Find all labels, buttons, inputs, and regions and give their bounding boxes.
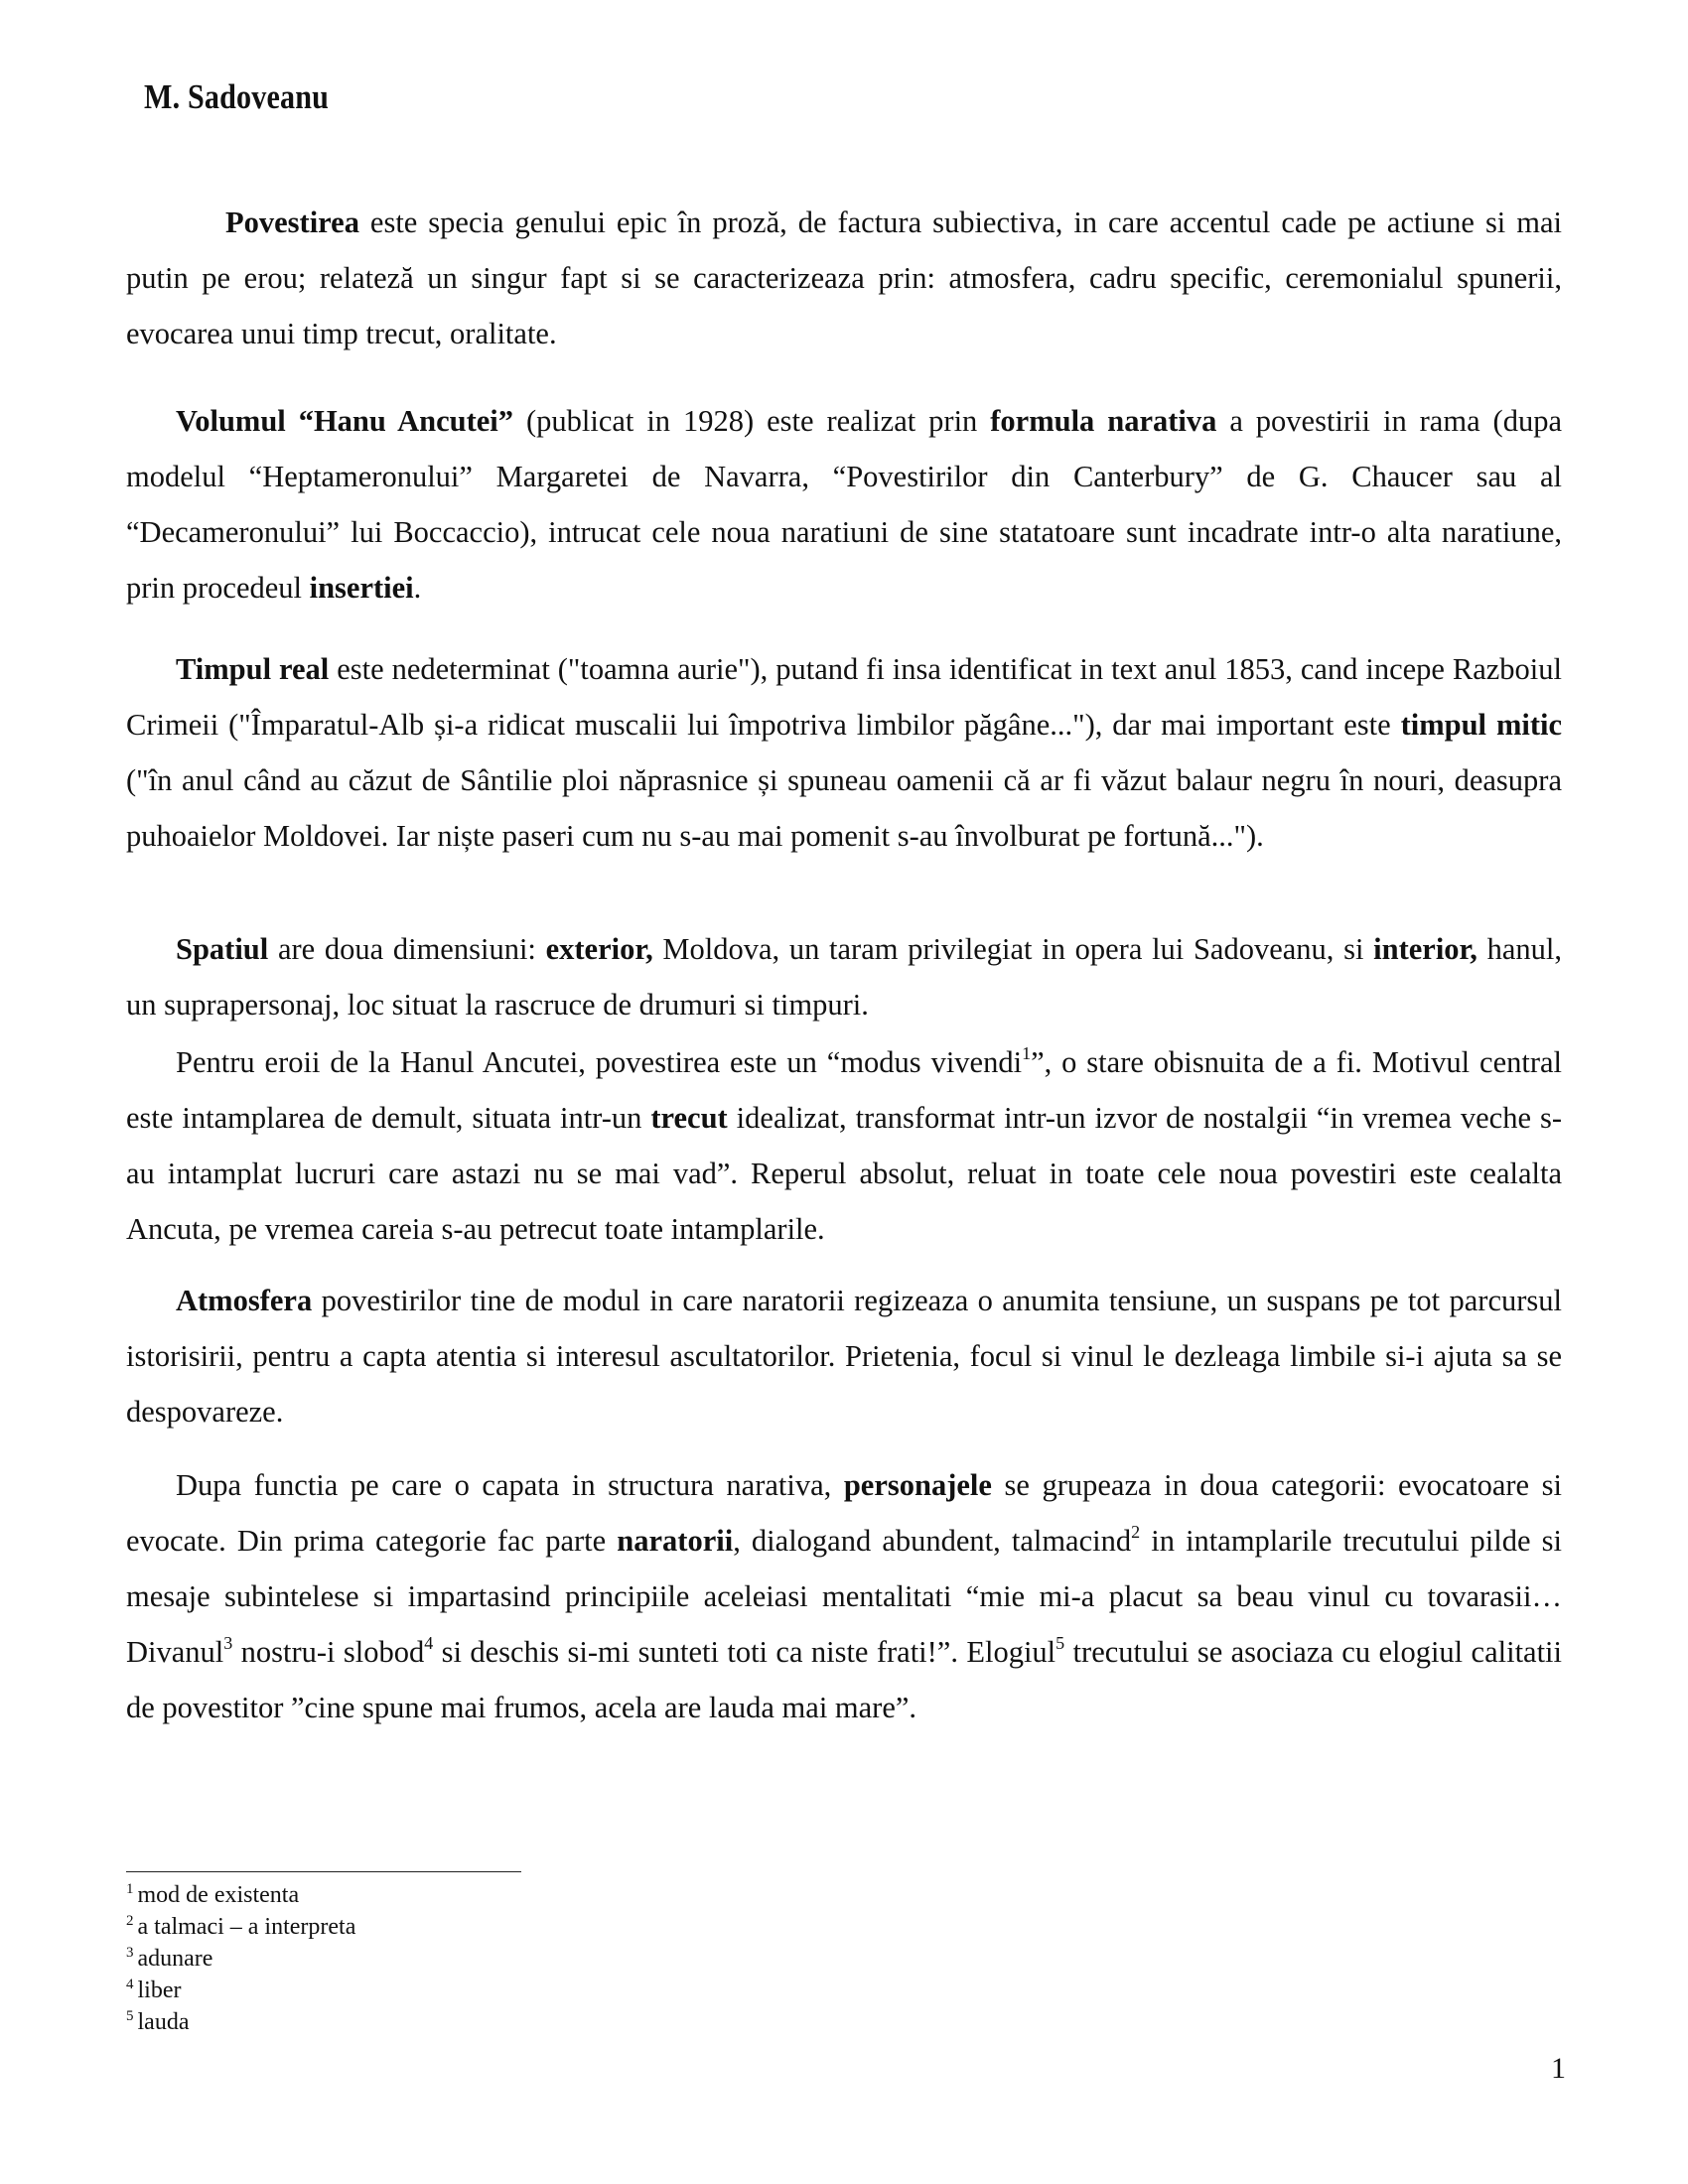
paragraph-text: trecutului se asociaza cu elogiul calitatii de povestitor ”cine spune mai frumos, acela are lauda mai mare”. [126, 1635, 1562, 1724]
paragraph-text: . [413, 571, 422, 605]
paragraph-timpul [126, 641, 1562, 864]
bold-term: exterior, [545, 932, 653, 966]
paragraph-text: in intamplarile trecutului pilde si mesaje subintelese si impartasind principiile aceleiasi mentalitati “mie mi-a placut sa beau vinul cu tovarasii… Divanul [126, 1524, 1562, 1669]
paragraph-text: ”, o stare obisnuita de a fi. Motivul central este intamplarea de demult, situata intr-un [126, 1045, 1563, 1135]
paragraph-povestirea [126, 195, 1562, 361]
paragraph-text: nostru-i slobod [232, 1635, 425, 1669]
author-title: M. Sadoveanu [144, 77, 330, 116]
footnote-number: 2 [126, 1913, 134, 1929]
footnote-number: 5 [126, 2008, 134, 2024]
footnote-number: 4 [126, 1977, 134, 1992]
footnote-5 [126, 2006, 189, 2038]
paragraph-atmosfera [126, 1273, 1562, 1439]
footnote-separator [126, 1871, 521, 1872]
footnote-text: a talmaci – a interpreta [137, 1914, 356, 1940]
paragraph-text: idealizat, transformat intr-un izvor de nostalgii “in vremea veche s-au intamplat lucruri care astazi nu se mai vad”. Reperul absolut, reluat in toate cele noua povestiri este cealalta Ancuta, pe vremea careia s-au petrecut toate intamplarile. [126, 1101, 1562, 1246]
paragraph-text: a povestirii in rama (dupa modelul “Heptameronului” Margaretei de Navarra, “Povestirilor din Canterbury” de G. Chaucer sau al “Decameronului” lui Boccaccio), intrucat cele noua naratiuni de sine statatoare sunt incadrate intr-o alta naratiune, prin procedeul [126, 404, 1562, 605]
paragraph-text: ("în anul când au căzut de Sântilie ploi năprasnice și spuneau oamenii că ar fi văzut balaur negru în nouri, deasupra puhoaielor Moldovei. Iar niște paseri cum nu s-au mai pomenit s-au învolburat pe fortună..."). [126, 763, 1562, 853]
footnote-2 [126, 1911, 355, 1943]
paragraph-text: hanul, un suprapersonaj, loc situat la rascruce de drumuri si timpuri. [126, 932, 1563, 1022]
paragraph-text: , dialogand abundent, talmacind [733, 1524, 1132, 1558]
footnote-number: 1 [126, 1881, 134, 1897]
footnote-text: lauda [137, 2009, 190, 2035]
footnote-number: 3 [126, 1945, 134, 1961]
paragraph-text: Pentru eroii de la Hanul Ancutei, povestirea este un “modus vivendi [176, 1045, 1023, 1079]
paragraph-spatiul [126, 921, 1562, 1032]
page-number: 1 [1551, 2052, 1566, 2085]
bold-term: Timpul real [176, 652, 330, 686]
paragraph-text: si deschis si-mi sunteti toti ca niste frati!”. Elogiul [433, 1635, 1056, 1669]
bold-term: Volumul “Hanu Ancutei” [176, 404, 514, 438]
paragraph-text: Dupa functia pe care o capata in structura narativa, [176, 1468, 844, 1502]
bold-term: Atmosfera [176, 1284, 313, 1317]
bold-term: naratorii [617, 1524, 734, 1558]
footnote-text: mod de existenta [137, 1882, 300, 1908]
footnote-ref-1[interactable]: 1 [1022, 1042, 1032, 1063]
bold-term: formula narativa [990, 404, 1217, 438]
paragraph-volumul [126, 393, 1562, 615]
paragraph-text: este specia genului epic în proză, de factura subiectiva, in care accentul cade pe actiune si mai putin pe erou; relateză un singur fapt si se caracterizeaza prin: atmosfera, cadru specific, ceremonialul spunerii, evocarea unui timp trecut, oralitate. [126, 205, 1562, 350]
bold-term: Povestirea [225, 205, 359, 239]
footnote-text: adunare [137, 1946, 213, 1972]
bold-term: insertiei [309, 571, 414, 605]
bold-term: personajele [843, 1468, 992, 1502]
footnote-ref-4[interactable]: 4 [424, 1632, 434, 1653]
footnote-ref-2[interactable]: 2 [1131, 1521, 1141, 1542]
paragraph-text: are doua dimensiuni: [268, 932, 546, 966]
footnote-3 [126, 1943, 212, 1975]
paragraph-text: este nedeterminat ("toamna aurie"), putand fi insa identificat in text anul 1853, cand incepe Razboiul Crimeii ("Împaratul-Alb și-a ridicat muscalii lui împotriva limbilor păgâne..."), dar mai important este [126, 652, 1563, 742]
paragraph-text: povestirilor tine de modul in care naratorii regizeaza o anumita tensiune, un suspans pe tot parcursul istorisirii, pentru a capta atentia si interesul ascultatorilor. Prietenia, focul si vinul le dezleaga limbile si-i ajuta sa se despovareze. [126, 1284, 1562, 1429]
paragraph-text: (publicat in 1928) este realizat prin [513, 404, 991, 438]
footnote-1 [126, 1879, 299, 1911]
footnote-ref-5[interactable]: 5 [1055, 1632, 1065, 1653]
paragraph-text: se grupeaza in doua categorii: evocatoare si evocate. Din prima categorie fac parte [126, 1468, 1562, 1558]
paragraph-modus-vivendi [126, 1034, 1562, 1257]
bold-term: trecut [650, 1101, 728, 1135]
footnote-ref-3[interactable]: 3 [223, 1632, 233, 1653]
bold-term: interior, [1373, 932, 1477, 966]
paragraph-text: Moldova, un taram privilegiat in opera lui Sadoveanu, si [652, 932, 1374, 966]
paragraph-personajele [126, 1457, 1562, 1735]
bold-term: timpul mitic [1400, 708, 1562, 742]
footnote-text: liber [137, 1978, 182, 2003]
footnote-4 [126, 1975, 181, 2006]
bold-term: Spatiul [176, 932, 269, 966]
